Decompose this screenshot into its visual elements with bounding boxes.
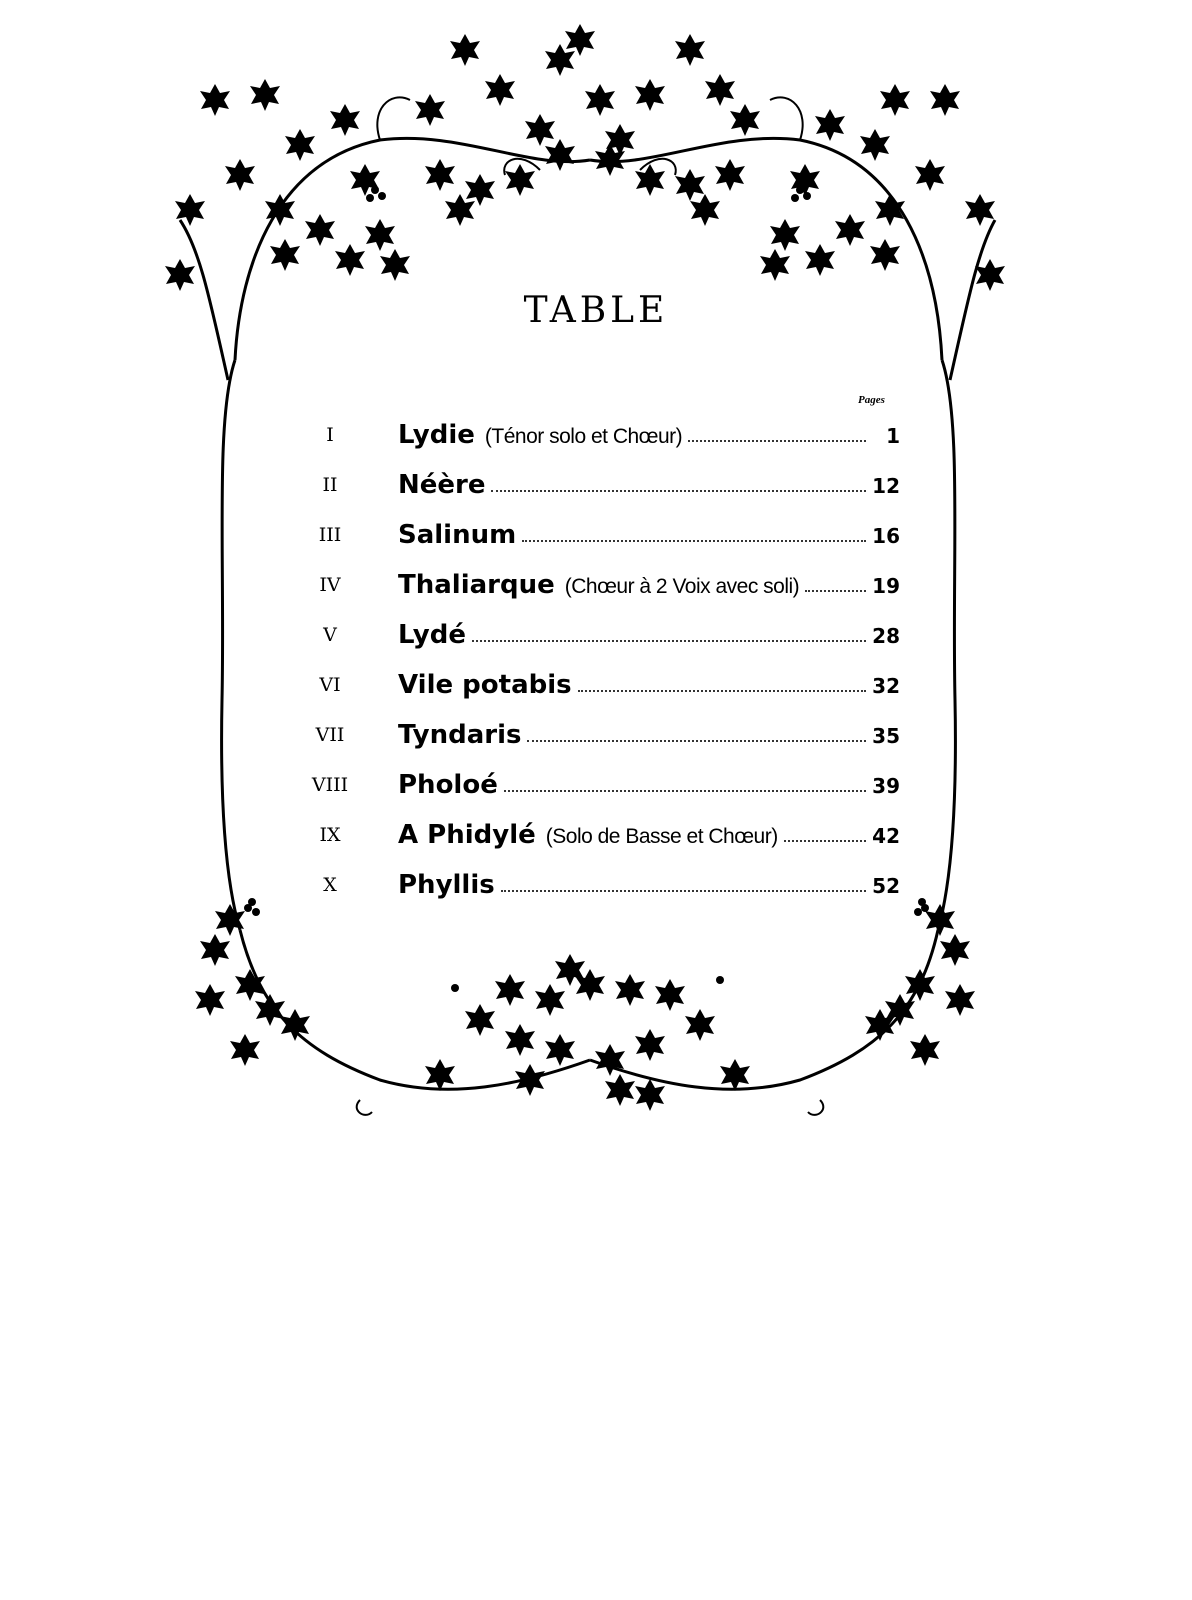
entry-title: Pholoé [398,770,498,800]
entry-text [398,670,900,700]
entry-page: 16 [872,524,900,548]
toc-entry [300,510,900,560]
entry-number: X [323,874,337,896]
entry-page: 42 [872,824,900,848]
entry-title: Salinum [398,520,517,550]
toc-entry [300,860,900,910]
entry-number: IX [319,824,341,846]
toc-entry [300,810,900,860]
toc-entry [300,660,900,710]
entry-text [398,720,900,750]
entry-title: Vile potabis [398,670,572,700]
toc-entry [300,460,900,510]
entry-text [398,870,900,900]
entry-title: Lydé [398,620,466,650]
entry-page: 39 [872,774,900,798]
toc-entry [300,760,900,810]
entry-number: II [322,474,338,496]
entry-title: Néère [398,470,486,500]
entry-title: Tyndaris [398,720,522,750]
entry-text [398,570,900,600]
toc-entry [300,560,900,610]
entry-page: 1 [886,424,900,448]
entry-number: VIII [311,774,349,796]
entry-title: Lydie [398,420,475,450]
dot-leader [501,890,866,892]
entry-text [398,470,900,500]
entry-title: A Phidylé [398,820,536,850]
entry-number: V [323,624,337,646]
entry-text [398,520,900,550]
dot-leader [578,690,866,692]
entry-number: IV [319,574,341,596]
entry-title: Thaliarque [398,570,555,600]
table-of-contents [300,410,900,910]
dot-leader [784,840,866,842]
entry-page: 35 [872,724,900,748]
entry-subtitle: (Ténor solo et Chœur) [484,425,683,448]
dot-leader [491,490,866,492]
dot-leader [472,640,866,642]
entry-text [398,420,900,450]
entry-subtitle: (Chœur à 2 Voix avec soli) [564,575,800,598]
entry-number: VI [319,674,341,696]
dot-leader [688,440,866,442]
toc-entry [300,410,900,460]
dot-leader [522,540,866,542]
entry-page: 28 [872,624,900,648]
entry-text [398,820,900,850]
toc-entry [300,710,900,760]
entry-number: I [326,424,334,446]
dot-leader [527,740,866,742]
entry-page: 19 [872,574,900,598]
toc-entry [300,610,900,660]
page-title: TABLE [523,290,669,331]
entry-page: 12 [872,474,900,498]
entry-text [398,770,900,800]
entry-page: 52 [872,874,900,898]
entry-text [398,620,900,650]
dot-leader [504,790,866,792]
pages-column-label: Pages [858,394,885,406]
entry-title: Phyllis [398,870,495,900]
dot-leader [805,590,866,592]
entry-number: VII [315,724,345,746]
entry-subtitle: (Solo de Basse et Chœur) [545,825,778,848]
entry-number: III [318,524,342,546]
entry-page: 32 [872,674,900,698]
